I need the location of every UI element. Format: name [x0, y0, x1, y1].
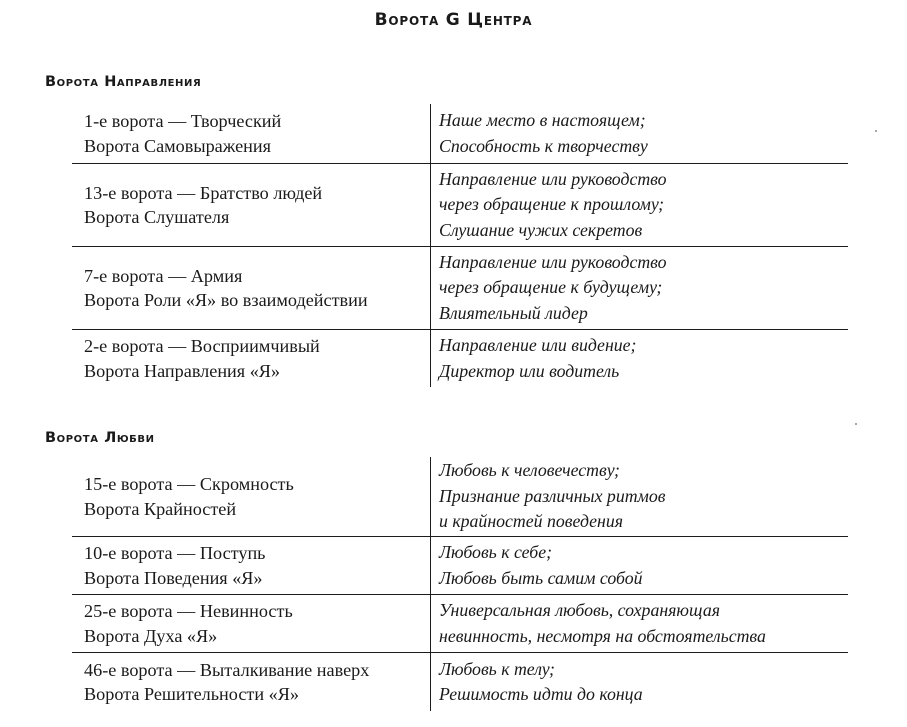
- table-row: [72, 595, 848, 653]
- gate-description-cell: [431, 537, 848, 594]
- table-row: [72, 653, 848, 711]
- gate-name-cell: [72, 247, 431, 329]
- description-line: Любовь к человечеству;: [439, 460, 620, 481]
- gate-description-cell: [431, 653, 848, 711]
- table-row: [72, 457, 848, 537]
- gate-title: 10-е ворота — Поступь: [84, 543, 266, 563]
- section-heading-direction: Ворота Направления: [45, 74, 202, 90]
- gate-title: 13-е ворота — Братство людей: [84, 182, 323, 203]
- description-line: Директор или водитель: [439, 360, 620, 381]
- gate-title: 46-е ворота — Выталкивание наверх: [84, 659, 370, 680]
- page-title: Ворота G Центра: [374, 10, 533, 30]
- gate-name-cell: [72, 164, 431, 246]
- description-line: Признание различных ритмов: [439, 485, 666, 506]
- gate-name-cell: [72, 457, 431, 536]
- description-line: Направление или руководство: [439, 168, 667, 189]
- description-line: Способность к творчеству: [439, 135, 648, 156]
- gate-alt-name: Ворота Решительности «Я»: [84, 684, 299, 704]
- description-line: Направление или видение;: [439, 335, 637, 355]
- gate-alt-name: Ворота Духа «Я»: [84, 625, 218, 646]
- table-row: [72, 104, 848, 164]
- gate-name-cell: [72, 595, 431, 652]
- gate-alt-name: Ворота Направления «Я»: [84, 360, 281, 381]
- description-line: и крайностей поведения: [439, 511, 624, 532]
- gate-title: 15-е ворота — Скромность: [84, 474, 294, 494]
- gate-alt-name: Ворота Самовыражения: [84, 135, 271, 156]
- description-line: через обращение к прошлому;: [439, 194, 665, 215]
- table-row: [72, 247, 848, 330]
- gate-title: 25-е ворота — Невинность: [84, 601, 293, 621]
- description-line: невинность, несмотря на обстоятельства: [439, 625, 766, 646]
- description-line: Любовь к телу;: [439, 658, 555, 679]
- gate-alt-name: Ворота Роли «Я» во взаимодействии: [84, 290, 368, 310]
- section-heading-love: Ворота Любви: [45, 430, 155, 446]
- description-line: Любовь быть самим собой: [439, 567, 643, 588]
- table-row: [72, 330, 848, 387]
- gate-alt-name: Ворота Крайностей: [84, 498, 237, 519]
- gate-name-cell: [72, 330, 431, 387]
- gate-description-cell: [431, 457, 848, 536]
- description-line: через обращение к будущему;: [439, 277, 663, 298]
- gate-description-cell: [431, 104, 848, 163]
- gate-description-cell: [431, 595, 848, 652]
- gate-alt-name: Ворота Слушателя: [84, 207, 230, 227]
- gate-title: 7-е ворота — Армия: [84, 265, 243, 286]
- gates-table-love: [72, 457, 848, 711]
- description-line: Любовь к себе;: [439, 542, 553, 562]
- gate-title: 1-е ворота — Творческий: [84, 111, 282, 131]
- gate-description-cell: [431, 330, 848, 387]
- gate-alt-name: Ворота Поведения «Я»: [84, 567, 263, 588]
- description-line: Слушание чужих секретов: [439, 219, 643, 240]
- table-row: [72, 537, 848, 595]
- gate-name-cell: [72, 537, 431, 594]
- gate-name-cell: [72, 653, 431, 711]
- description-line: Наше место в настоящем;: [439, 110, 646, 130]
- gates-table-direction: [72, 104, 848, 387]
- gate-description-cell: [431, 164, 848, 246]
- table-row: [72, 164, 848, 247]
- description-line: Влиятельный лидер: [439, 302, 588, 323]
- gate-title: 2-е ворота — Восприимчивый: [84, 336, 320, 356]
- scan-speck: [875, 130, 877, 132]
- description-line: Решимость идти до конца: [439, 684, 643, 704]
- gate-name-cell: [72, 104, 431, 163]
- scan-speck: [855, 423, 857, 425]
- gate-description-cell: [431, 247, 848, 329]
- description-line: Универсальная любовь, сохраняющая: [439, 600, 720, 620]
- description-line: Направление или руководство: [439, 251, 667, 272]
